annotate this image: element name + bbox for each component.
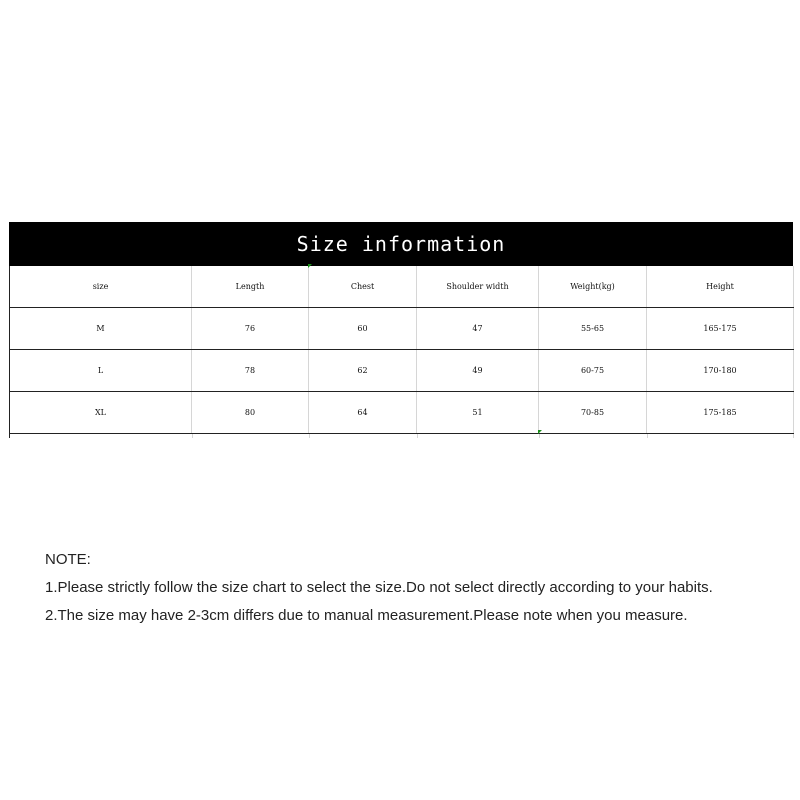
cell-weight: 70-85 — [539, 392, 647, 434]
cell-length: 80 — [192, 392, 309, 434]
table-bottom-ticks — [9, 434, 793, 438]
cell-height: 175-185 — [647, 392, 794, 434]
header-weight: Weight(kg) — [539, 266, 647, 308]
note-line: 2.The size may have 2-3cm differs due to manual measurement.Please note when you measure. — [45, 607, 688, 624]
size-chart — [9, 222, 793, 438]
header-size: size — [10, 266, 192, 308]
cell-weight: 60-75 — [539, 350, 647, 392]
note-line: 1.Please strictly follow the size chart to select the size.Do not select directly according to your habits. — [45, 579, 713, 596]
cell-chest: 64 — [309, 392, 417, 434]
note-section — [45, 548, 785, 632]
cell-corner-marker — [308, 264, 312, 268]
cell-size: M — [10, 308, 192, 350]
header-length: Length — [192, 266, 309, 308]
header-shoulder-width: Shoulder width — [417, 266, 539, 308]
cell-length: 78 — [192, 350, 309, 392]
table-row — [10, 308, 794, 350]
cell-chest: 62 — [309, 350, 417, 392]
cell-shoulder-width: 49 — [417, 350, 539, 392]
cell-height: 170-180 — [647, 350, 794, 392]
table-row — [10, 392, 794, 434]
header-height: Height — [647, 266, 794, 308]
cell-weight: 55-65 — [539, 308, 647, 350]
cell-corner-marker — [538, 430, 542, 434]
note-heading: NOTE: — [45, 551, 91, 568]
cell-shoulder-width: 51 — [417, 392, 539, 434]
cell-shoulder-width: 47 — [417, 308, 539, 350]
size-chart-title: Size information — [9, 222, 793, 266]
header-chest: Chest — [309, 266, 417, 308]
cell-chest: 60 — [309, 308, 417, 350]
cell-length: 76 — [192, 308, 309, 350]
size-table — [9, 266, 794, 434]
cell-height: 165-175 — [647, 308, 794, 350]
cell-size: XL — [10, 392, 192, 434]
table-row — [10, 350, 794, 392]
table-header-row — [10, 266, 794, 308]
cell-size: L — [10, 350, 192, 392]
